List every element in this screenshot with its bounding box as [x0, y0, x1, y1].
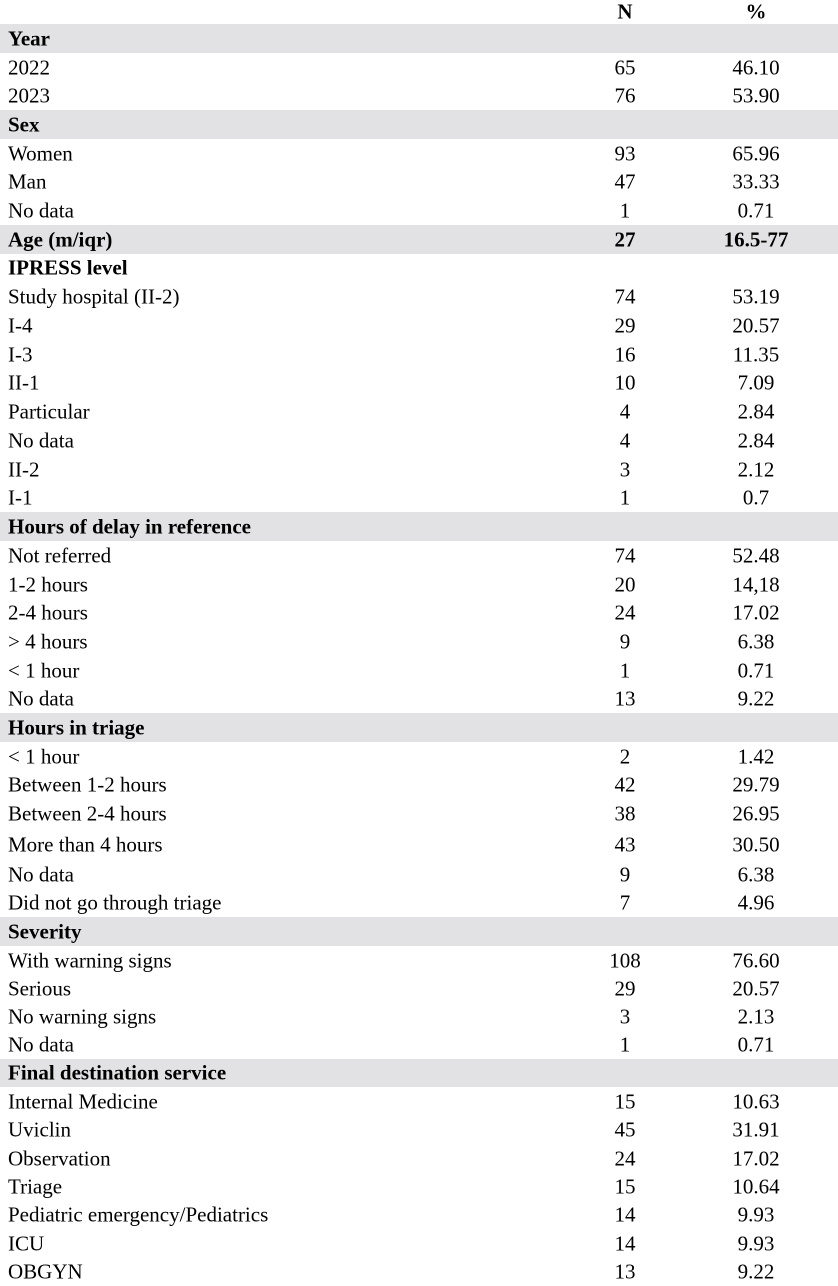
- row-label: Severity: [8, 919, 82, 943]
- row-label: No data: [8, 428, 74, 452]
- row-label: Sex: [8, 112, 40, 136]
- row-label: 2023: [8, 83, 50, 108]
- row-label: II-1: [8, 370, 40, 395]
- row-label: I-3: [8, 342, 33, 366]
- table-row: Women 93 65.96: [8, 141, 780, 165]
- section-header-row: [0, 512, 838, 541]
- row-label: Women: [8, 141, 73, 165]
- table-row: 2-4 hours 24 17.02: [8, 600, 780, 625]
- table-row: 1-2 hours 20 14,18: [8, 572, 780, 596]
- row-label: 2022: [8, 55, 50, 79]
- row-label: Triage: [8, 1174, 63, 1199]
- row-label: Serious: [8, 976, 71, 1001]
- section-header-row: [0, 713, 838, 742]
- row-label: With warning signs: [8, 948, 172, 972]
- row-label: Man: [8, 169, 47, 194]
- row-label: Pediatric emergency/Pediatrics: [8, 1202, 269, 1227]
- row-label: I-1: [8, 485, 33, 510]
- row-label: > 4 hours: [8, 629, 88, 653]
- section-header-row: [0, 24, 838, 53]
- table-row: Observation 24 17.02: [8, 1146, 780, 1170]
- row-label: Uviclin: [8, 1117, 71, 1142]
- table-row: II-1 10 7.09: [8, 370, 775, 395]
- row-label: Observation: [8, 1146, 111, 1170]
- row-label: IPRESS level: [8, 255, 128, 280]
- row-label: OBGYN: [8, 1259, 83, 1284]
- table-row: ICU 14 9.93: [8, 1231, 775, 1255]
- row-label: Hours in triage: [8, 715, 145, 739]
- row-label: < 1 hour: [8, 658, 80, 682]
- table-row: Between 1-2 hours 42 29.79: [8, 772, 780, 797]
- row-label: < 1 hour: [8, 744, 80, 768]
- table-row: No warning signs 3 2.13: [8, 1004, 775, 1029]
- table-row: Not referred 74 52.48: [8, 543, 780, 567]
- table-row: No data 1 0.71: [8, 1032, 775, 1057]
- row-label: Did not go through triage: [8, 890, 222, 915]
- table-row: No data 4 2.84: [8, 428, 775, 452]
- row-label: No data: [8, 686, 74, 711]
- row-label: 2-4 hours: [8, 600, 88, 625]
- table-row: With warning signs 108 76.60: [8, 948, 780, 972]
- table-row: [0, 254, 838, 282]
- section-header-row: [0, 110, 838, 139]
- row-label: Hours of delay in reference: [8, 514, 252, 538]
- table-row: Serious 29 20.57: [8, 976, 780, 1001]
- row-label: 1-2 hours: [8, 572, 88, 596]
- table-row: Internal Medicine 15 10.63: [8, 1089, 780, 1113]
- table-row: 2022 65 46.10: [8, 55, 780, 79]
- table-row: < 1 hour 2 1.42: [8, 744, 775, 768]
- table-row: Uviclin 45 31.91: [8, 1117, 780, 1142]
- row-label: Between 1-2 hours: [8, 772, 167, 797]
- row-label: Internal Medicine: [8, 1089, 158, 1113]
- row-label: No data: [8, 198, 74, 222]
- row-label: Age (m/iqr): [8, 227, 113, 251]
- table-row: Triage 15 10.64: [8, 1174, 780, 1199]
- table-row: < 1 hour 1 0.71: [8, 658, 775, 682]
- row-label: Between 2-4 hours: [8, 801, 167, 825]
- row-label: Year: [8, 26, 50, 50]
- table-row: > 4 hours 9 6.38: [8, 629, 775, 653]
- row-label: Final destination service: [8, 1060, 227, 1085]
- section-header-row: [0, 1059, 838, 1087]
- table-row: No data 9 6.38: [8, 862, 775, 887]
- table-row: I-4 29 20.57: [8, 313, 780, 337]
- table-row: Man 47 33.33: [8, 169, 780, 194]
- row-label: ICU: [8, 1231, 45, 1255]
- row-label: No data: [8, 862, 74, 887]
- table-row: Pediatric emergency/Pediatrics 14 9.93: [8, 1202, 775, 1227]
- row-label: I-4: [8, 313, 33, 337]
- table-row: 2023 76 53.90: [8, 83, 780, 108]
- table-row: OBGYN 13 9.22: [8, 1259, 775, 1284]
- table-row: No data 13 9.22: [8, 686, 775, 711]
- table-row: Study hospital (II-2) 74 53.19: [8, 284, 780, 308]
- row-label: More than 4 hours: [8, 832, 163, 856]
- table-row: Did not go through triage 7 4.96: [8, 890, 775, 915]
- row-label: No data: [8, 1032, 74, 1057]
- table-row: More than 4 hours 43 30.50: [8, 832, 780, 856]
- table-row: I-3 16 11.35: [8, 342, 780, 366]
- row-label: Study hospital (II-2): [8, 284, 180, 308]
- section-header-row: [0, 917, 838, 946]
- row-label: Particular: [8, 399, 90, 423]
- table-row: Between 2-4 hours 38 26.95: [8, 801, 780, 825]
- table-row: I-1 1 0.7: [8, 485, 770, 510]
- table-header: N %: [617, 0, 767, 24]
- table-row: II-2 3 2.12: [8, 457, 775, 481]
- row-label: II-2: [8, 457, 40, 481]
- row-label: No warning signs: [8, 1004, 157, 1029]
- table-row: No data 1 0.71: [8, 198, 775, 222]
- table-row: Particular 4 2.84: [8, 399, 775, 423]
- table-body: [0, 24, 838, 1286]
- section-header-row: Age (m/iqr) 27 16.5-77: [0, 225, 838, 254]
- row-label: Not referred: [8, 543, 112, 567]
